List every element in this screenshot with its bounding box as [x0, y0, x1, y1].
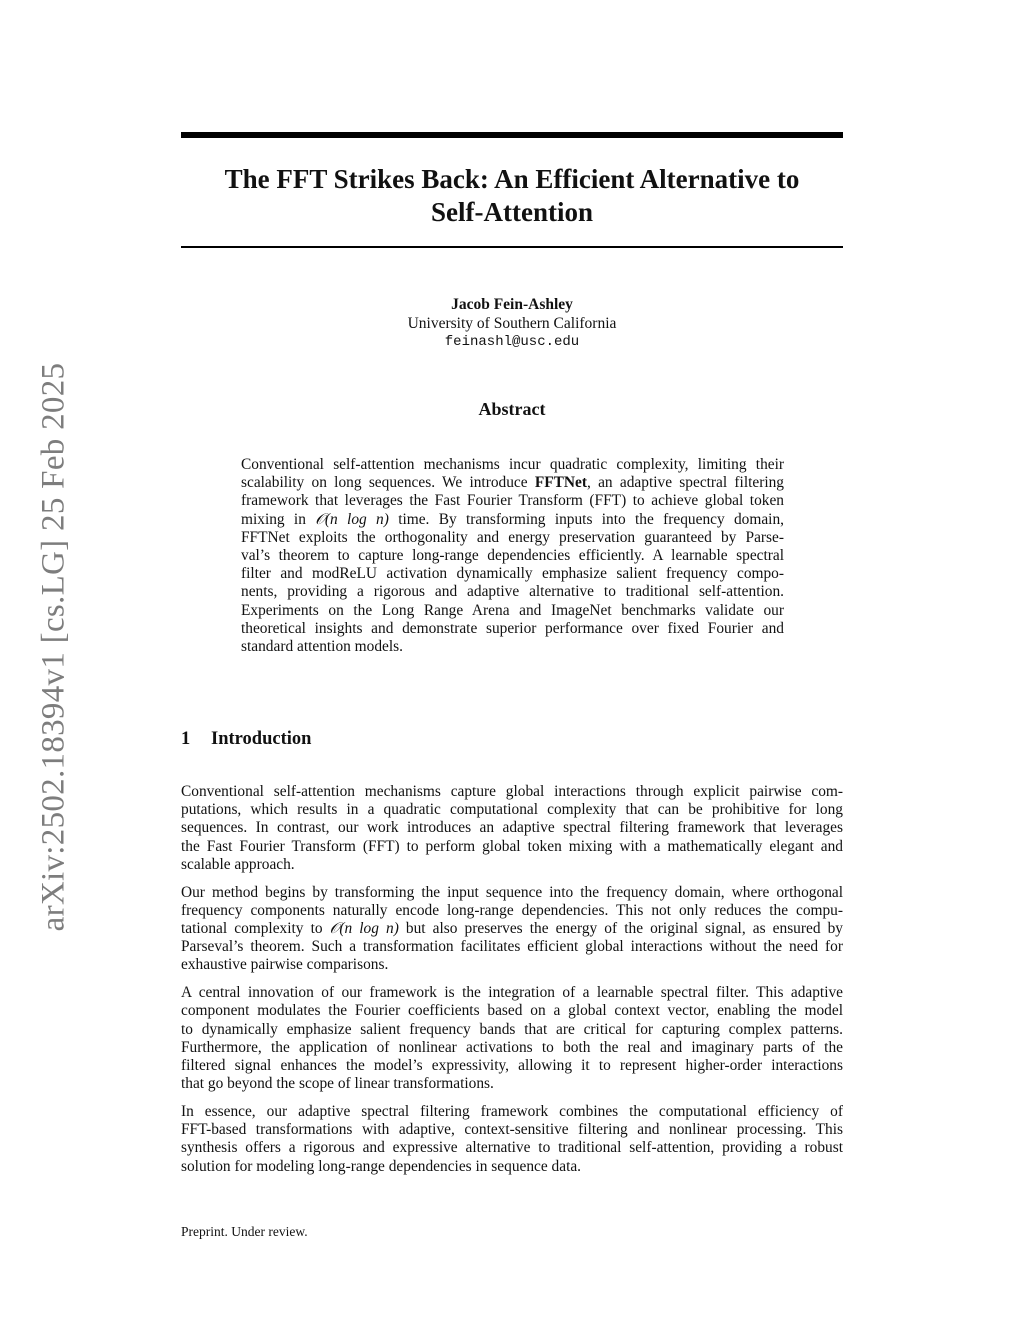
body-line: In essence, our adaptive spectral filtering framework combines the computational efficiency of	[181, 1103, 843, 1121]
author-block	[181, 295, 843, 352]
abstract-line: val’s theorem to capture long-range dependencies efficiently. A learnable spectral	[241, 547, 784, 565]
body-line: synthesis offers a rigorous and expressive alternative to traditional self-attention, providing a robust	[181, 1139, 843, 1157]
abstract-text: time. By transforming inputs into the frequency domain,	[388, 510, 785, 528]
complexity-math: 𝒪(n log n)	[315, 510, 389, 528]
author-email: feinashl@usc.edu	[444, 334, 580, 350]
abstract-text: scalability on long sequences. We introduce	[241, 474, 535, 492]
body-line: frequency components naturally encode long-range dependencies. This not only reduces the compu-	[181, 901, 843, 919]
body-line: filtered signal enhances the model’s expressivity, allowing it to represent higher-order interactions	[181, 1057, 843, 1075]
title-line-2: Self-Attention	[431, 197, 593, 227]
title-bottom-rule	[181, 246, 843, 248]
body-line: FFT-based transformations with adaptive, context-sensitive filtering and nonlinear processing. This	[181, 1121, 843, 1139]
preprint-footer: Preprint. Under review.	[181, 1224, 308, 1239]
body-line: the Fast Fourier Transform (FFT) to perform global token mixing with a mathematically elegant and	[181, 837, 843, 855]
body-line: scalable approach.	[181, 855, 295, 873]
abstract-heading: Abstract	[478, 399, 546, 419]
body-line: Our method begins by transforming the input sequence into the frequency domain, where orthogonal	[181, 883, 843, 901]
body-line: Parseval’s theorem. Such a transformation facilitates efficient global interactions without the need for	[181, 938, 843, 956]
author-name: Jacob Fein-Ashley	[451, 296, 573, 313]
body-line: sequences. In contrast, our work introduces an adaptive spectral filtering framework that leverages	[181, 819, 843, 837]
paragraph-1	[181, 783, 843, 874]
abstract-line: Conventional self-attention mechanisms incur quadratic complexity, limiting their	[241, 456, 784, 473]
abstract-line: nents, providing a rigorous and adaptive alternative to traditional self-attention.	[241, 583, 784, 601]
body-line: exhaustive pairwise comparisons.	[181, 956, 389, 974]
abstract-line	[241, 511, 784, 529]
title-top-rule	[181, 132, 843, 138]
model-name-bold: FFTNet	[534, 474, 587, 492]
title-line-1: The FFT Strikes Back: An Efficient Alternative to	[224, 164, 800, 194]
paper-title	[181, 163, 843, 229]
body-line: putations, which results in a quadratic computational complexity that can be prohibitive for long	[181, 801, 843, 819]
body-line: that go beyond the scope of linear transformations.	[181, 1075, 494, 1093]
author-affiliation: University of Southern California	[407, 315, 617, 332]
abstract-text: mixing in	[241, 510, 316, 528]
body-line: to dynamically emphasize salient frequency bands that are critical for capturing complex patterns.	[181, 1020, 843, 1038]
abstract-line: filter and modReLU activation dynamically emphasize salient frequency compo-	[241, 565, 784, 583]
abstract-line: FFTNet exploits the orthogonality and energy preservation guaranteed by Parse-	[241, 528, 784, 546]
arxiv-identifier-stamp: arXiv:2502.18394v1 [cs.LG] 25 Feb 2025	[35, 362, 72, 932]
paragraph-4	[181, 1103, 843, 1176]
paragraph-3	[181, 984, 843, 1093]
body-line: solution for modeling long-range dependencies in sequence data.	[181, 1157, 582, 1175]
body-line: A central innovation of our framework is the integration of a learnable spectral filter. This adaptive	[181, 984, 843, 1002]
section-number: 1	[181, 729, 191, 749]
abstract-line: standard attention models.	[241, 638, 403, 656]
abstract-line: framework that leverages the Fast Fourier Transform (FFT) to achieve global token	[241, 492, 784, 510]
section-heading-introduction	[181, 728, 311, 750]
body-line: Conventional self-attention mechanisms capture global interactions through explicit pairwise com-	[181, 783, 843, 800]
paragraph-2	[181, 884, 843, 975]
body-line: Furthermore, the application of nonlinear activations to both the real and imaginary parts of the	[181, 1038, 843, 1056]
abstract-text: , an adaptive spectral filtering	[586, 474, 785, 492]
body-text: but also preserves the energy of the original signal, as ensured by	[398, 920, 844, 938]
complexity-math: 𝒪(n log n)	[329, 920, 399, 938]
body-text: tational complexity to	[181, 920, 330, 938]
introduction-body	[181, 783, 843, 1185]
abstract-line	[241, 474, 784, 492]
body-line: component modulates the Fourier coefficients based on a global context vector, enabling the model	[181, 1002, 843, 1020]
abstract-line: Experiments on the Long Range Arena and ImageNet benchmarks validate our	[241, 601, 784, 619]
body-line	[181, 920, 843, 938]
abstract-line: theoretical insights and demonstrate superior performance over fixed Fourier and	[241, 619, 784, 637]
section-title: Introduction	[211, 729, 312, 749]
abstract-body	[241, 456, 784, 656]
